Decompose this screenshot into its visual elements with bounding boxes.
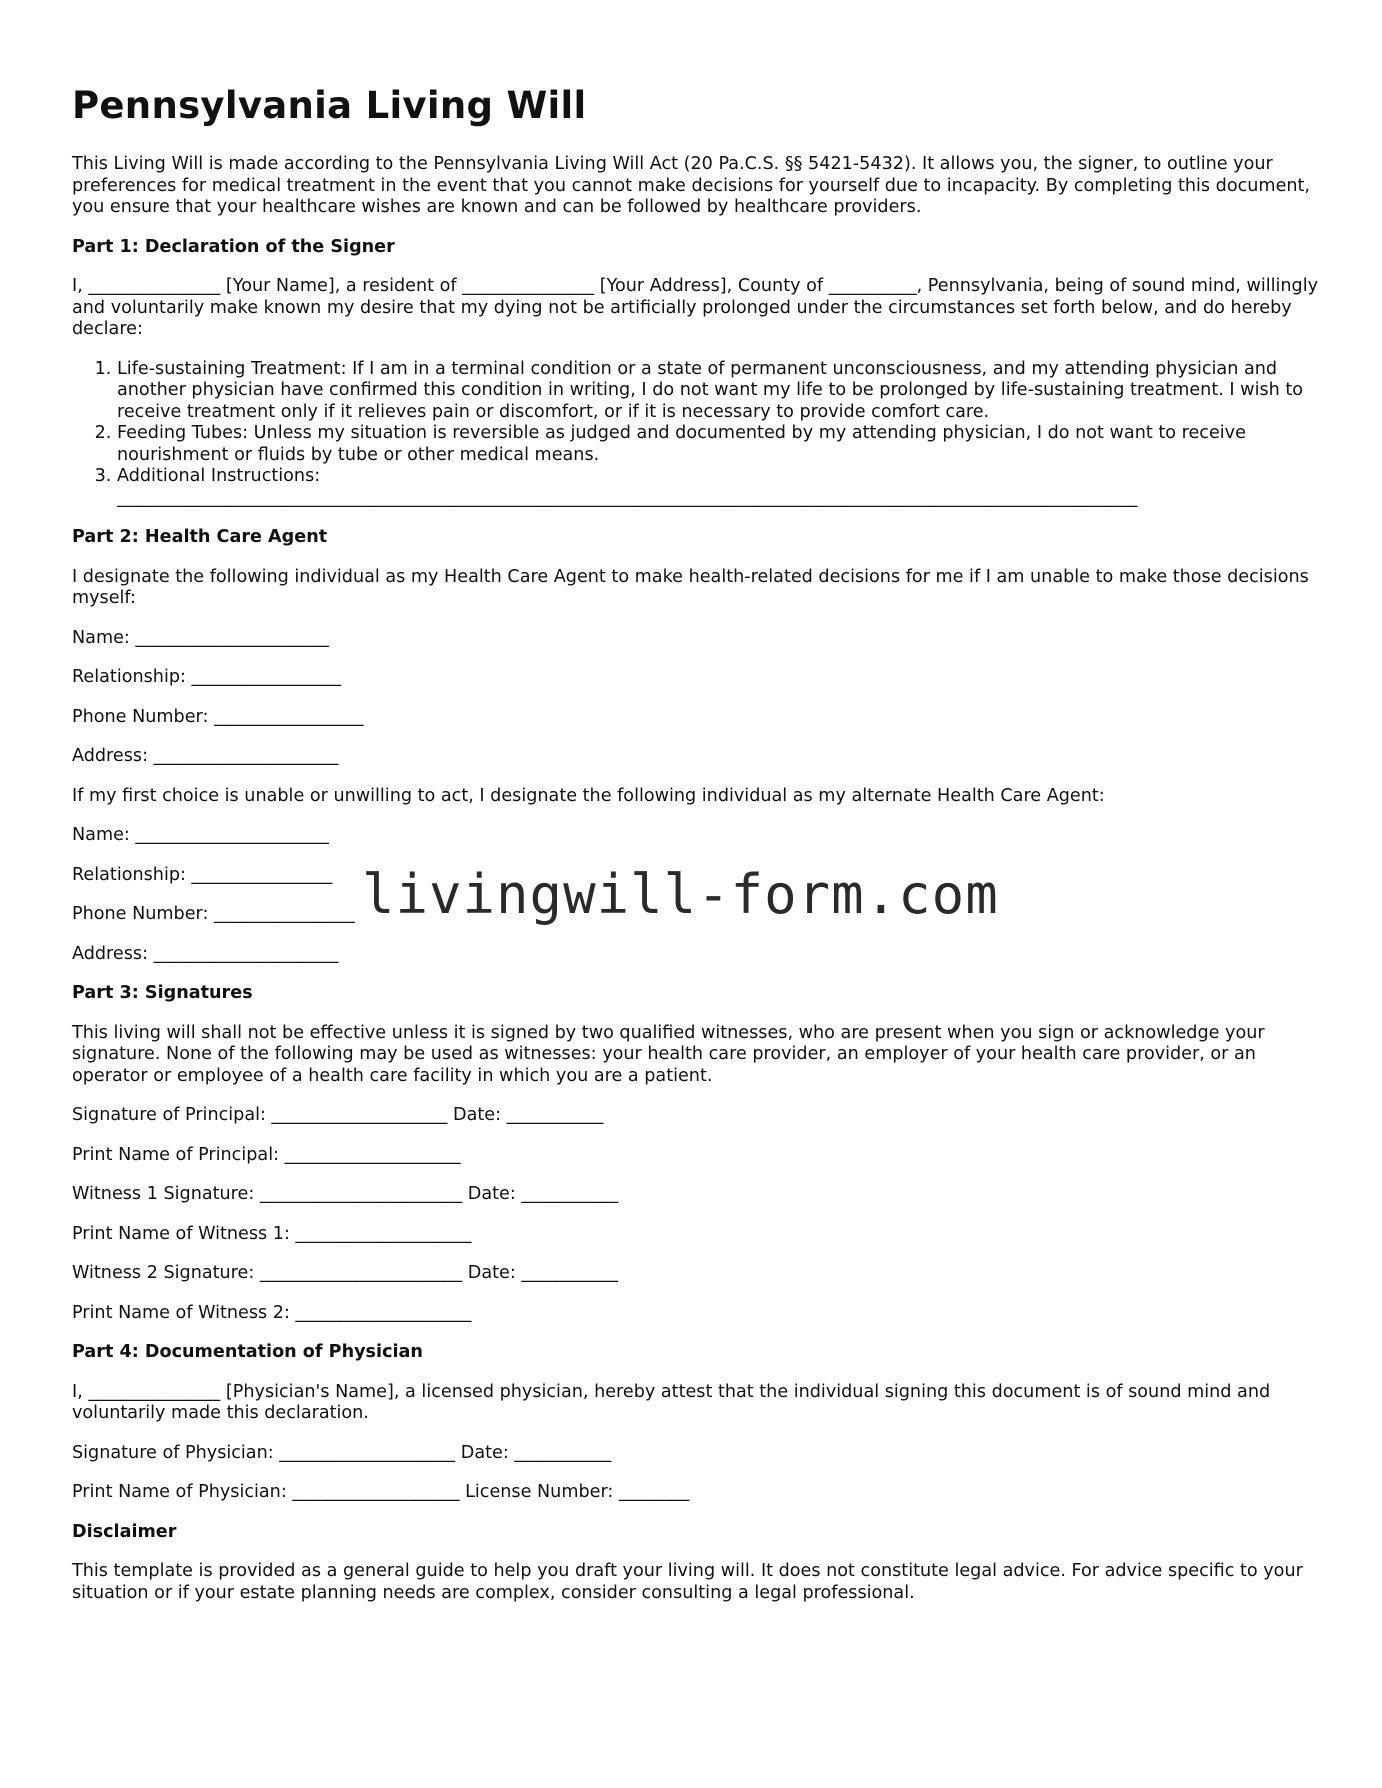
- part3-heading: Part 3: Signatures: [72, 983, 253, 1003]
- part4-heading: Part 4: Documentation of Physician: [72, 1342, 423, 1362]
- alt-agent-address-field: Address: _____________________: [72, 943, 339, 964]
- witness1-signature-line: Witness 1 Signature: _______________________ Date: ___________: [72, 1184, 619, 1204]
- witness2-name-line: Print Name of Witness 2: ____________________: [72, 1302, 472, 1323]
- disclaimer-heading: Disclaimer: [72, 1521, 177, 1542]
- intro-paragraph: This Living Will is made according to the Pennsylvania Living Will Act (20 Pa.C.S. §§ 5421-5432). It allows you, the signer, to outline your preferences for medical treatment in the event that you cannot make decisions for yourself due to incapacity. By completing this document, you ensure that your healthcare wishes are known and can be followed by healthcare providers.: [72, 154, 1311, 217]
- agent-name-field: Name: ______________________: [72, 627, 329, 648]
- physician-signature-line: Signature of Physician: ____________________ Date: ___________: [72, 1442, 612, 1463]
- list-item: [117, 466, 1322, 509]
- alternate-agent-intro: If my first choice is unable or unwilling to act, I designate the following individual as my alternate Health Care Agent:: [72, 785, 1105, 806]
- witness2-signature-line: Witness 2 Signature: _______________________ Date: ___________: [72, 1263, 619, 1283]
- list-item-text: Feeding Tubes: Unless my situation is reversible as judged and documented by my attending physician, I do not want to receive nourishment or fluids by tube or other medical means.: [117, 423, 1246, 465]
- declaration-list: [72, 359, 1322, 510]
- watermark: livingwill-form.com: [362, 863, 999, 926]
- principal-signature-line: Signature of Principal: ____________________ Date: ___________: [72, 1105, 604, 1125]
- document-page: [72, 84, 1322, 1622]
- list-item-text: 3. Additional Instructions:: [117, 466, 321, 486]
- list-item: [117, 359, 1322, 424]
- agent-relationship-field: Relationship: _________________: [72, 667, 342, 687]
- page-title: Pennsylvania Living Will: [72, 84, 587, 127]
- part1-heading: Part 1: Declaration of the Signer: [72, 236, 395, 257]
- alt-agent-name-field: Name: ______________________: [72, 825, 329, 845]
- declaration-paragraph: I, _______________ [Your Name], a resident of _______________ [Your Address], County of __________, Pennsylvania, being of sound mind, willingly and voluntarily make known my desire that my dying not be artificially prolonged under the circumstances set forth below, and do hereby declare:: [72, 276, 1319, 339]
- physician-statement: I, _______________ [Physician's Name], a licensed physician, hereby attest that the individual signing this document is of sound mind and voluntarily made this declaration.: [72, 1381, 1271, 1423]
- signatures-intro: This living will shall not be effective unless it is signed by two qualified witnesses, who are present when you sign or acknowledge your signature. None of the following may be used as witnesses: your health care provider, an employer of your health care provider, or an operator or employee of a health care facility in which you are a patient.: [72, 1022, 1265, 1086]
- list-item: [117, 423, 1322, 466]
- alt-agent-relationship-field: Relationship: ________________: [72, 864, 333, 885]
- list-item-text: Life-sustaining Treatment: If I am in a terminal condition or a state of permanent unconsciousness, and my attending physician and another physician have confirmed this condition in writing, I do not want my life to be prolonged by life-sustaining treatment. I wish to receive treatment only if it relieves pain or discomfort, or if it is necessary to provide comfort care.: [117, 358, 1304, 422]
- part2-heading: Part 2: Health Care Agent: [72, 527, 328, 547]
- principal-name-line: Print Name of Principal: ____________________: [72, 1144, 461, 1165]
- disclaimer-text: This template is provided as a general guide to help you draft your living will. It does not constitute legal advice. For advice specific to your situation or if your estate planning needs are complex, consider consulting a legal professional.: [72, 1561, 1303, 1603]
- witness1-name-line: Print Name of Witness 1: ____________________: [72, 1223, 472, 1244]
- alt-agent-phone-field: Phone Number: ________________: [72, 904, 355, 924]
- agent-phone-field: Phone Number: _________________: [72, 706, 364, 727]
- agent-intro: I designate the following individual as my Health Care Agent to make health-related decisions for me if I am unable to make those decisions myself:: [72, 566, 1309, 608]
- additional-instructions-line: ____________________________________________________________________________________________________________________: [117, 487, 1138, 508]
- agent-address-field: Address: _____________________: [72, 746, 339, 766]
- physician-name-line: Print Name of Physician: ___________________ License Number: ________: [72, 1482, 690, 1502]
